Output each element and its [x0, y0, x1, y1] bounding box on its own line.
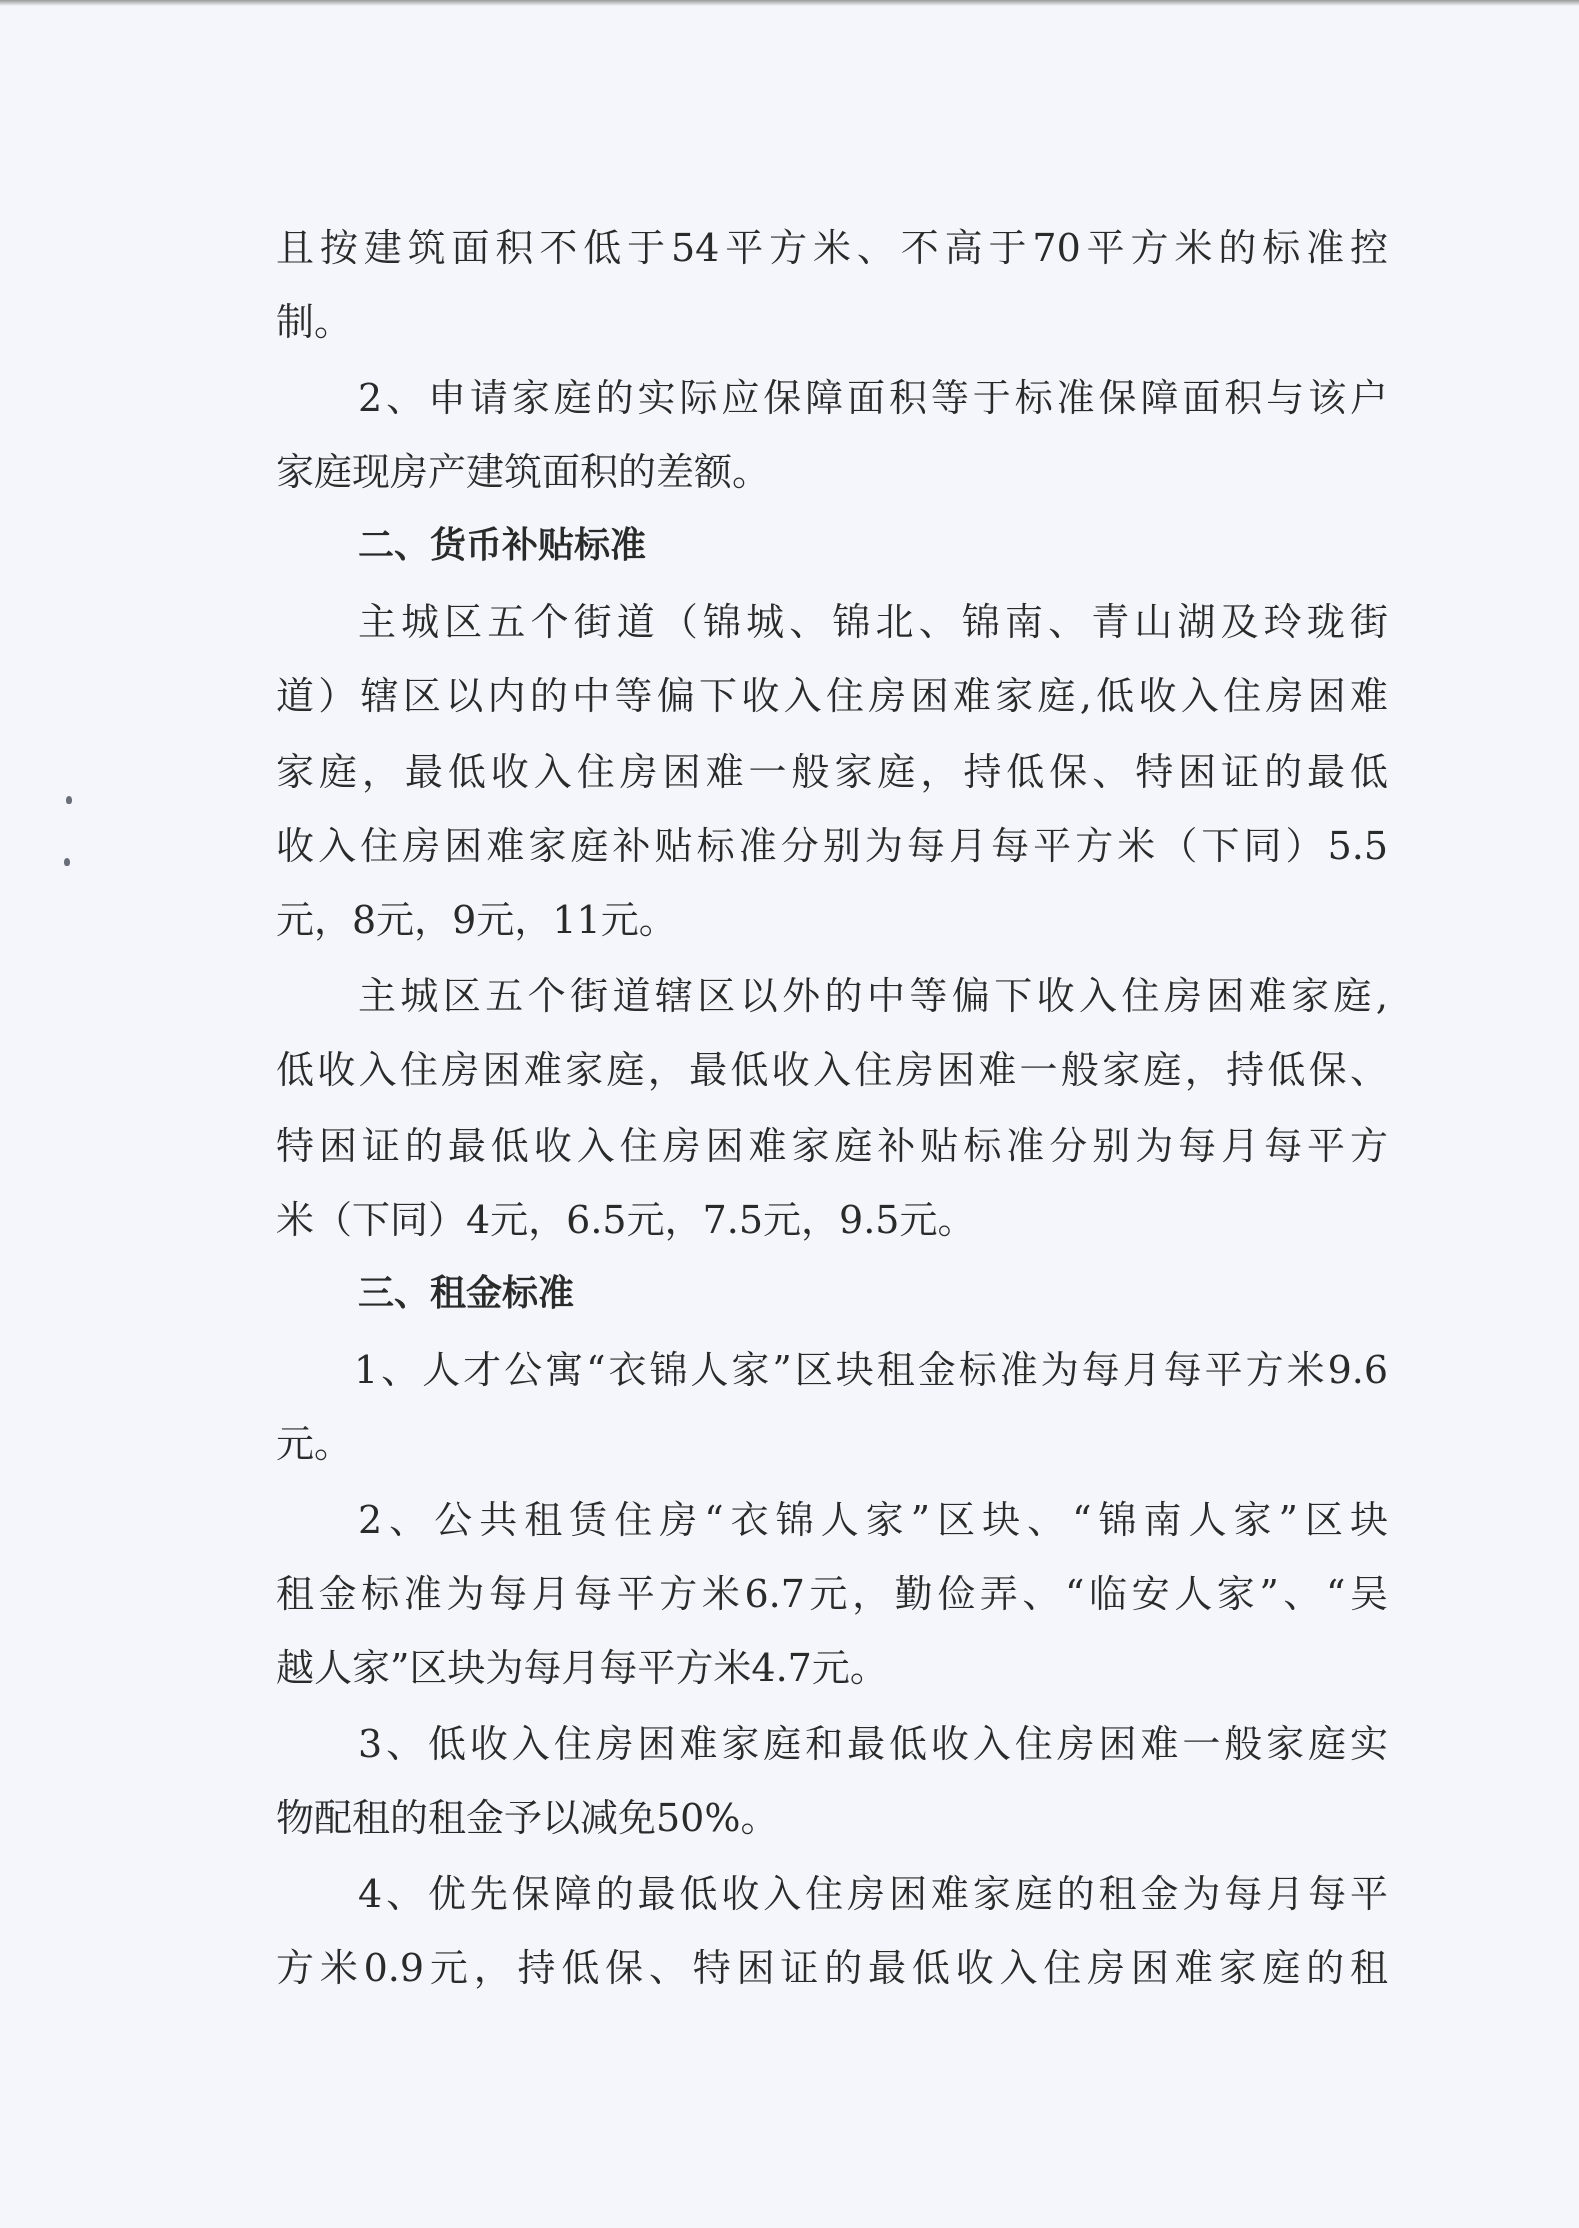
- section-heading: 二、货币补贴标准: [358, 525, 647, 566]
- text-line: 特困证的最低收入住房困难家庭补贴标准分别为每月每平方: [276, 1124, 1388, 1168]
- text-line: 元，8元，9元，11元。: [276, 898, 677, 942]
- text-line: 收入住房困难家庭补贴标准分别为每月每平方米（下同）5.5: [276, 824, 1388, 868]
- text-line: 道）辖区以内的中等偏下收入住房困难家庭,低收入住房困难: [276, 674, 1388, 718]
- paragraph-line: 3、低收入住房困难家庭和最低收入住房困难一般家庭实: [358, 1722, 1388, 1766]
- text-line: 且按建筑面积不低于54平方米、不高于70平方米的标准控: [276, 226, 1388, 270]
- paragraph-line: 主城区五个街道（锦城、锦北、锦南、青山湖及玲珑街: [358, 600, 1388, 644]
- text-line: 租金标准为每月每平方米6.7元，勤俭弄、“临安人家”、“吴: [276, 1572, 1388, 1616]
- text-line: 制。: [276, 300, 353, 344]
- text-line: 低收入住房困难家庭，最低收入住房困难一般家庭，持低保、: [276, 1048, 1388, 1092]
- text-line: 米（下同）4元，6.5元，7.5元，9.5元。: [276, 1198, 976, 1242]
- text-line: 家庭，最低收入住房困难一般家庭，持低保、特困证的最低: [276, 750, 1388, 794]
- scan-speck: [66, 796, 72, 804]
- scan-speck: [64, 858, 70, 866]
- paragraph-line: 4、优先保障的最低收入住房困难家庭的租金为每月每平: [358, 1872, 1388, 1916]
- text-line: 物配租的租金予以减免50%。: [276, 1796, 779, 1840]
- paragraph-line: 主城区五个街道辖区以外的中等偏下收入住房困难家庭,: [358, 974, 1388, 1018]
- text-line: 家庭现房产建筑面积的差额。: [276, 450, 771, 494]
- paragraph-line: 2、申请家庭的实际应保障面积等于标准保障面积与该户: [358, 376, 1388, 420]
- scan-edge: [0, 0, 1579, 6]
- section-heading: 三、租金标准: [358, 1273, 575, 1314]
- text-line: 元。: [276, 1422, 353, 1466]
- text-line: 越人家”区块为每月每平方米4.7元。: [276, 1646, 888, 1690]
- paragraph-line: 1、人才公寓“衣锦人家”区块租金标准为每月每平方米9.6: [354, 1348, 1388, 1392]
- text-line: 方米0.9元，持低保、特困证的最低收入住房困难家庭的租: [276, 1946, 1388, 1990]
- paragraph-line: 2、公共租赁住房“衣锦人家”区块、“锦南人家”区块: [358, 1498, 1388, 1542]
